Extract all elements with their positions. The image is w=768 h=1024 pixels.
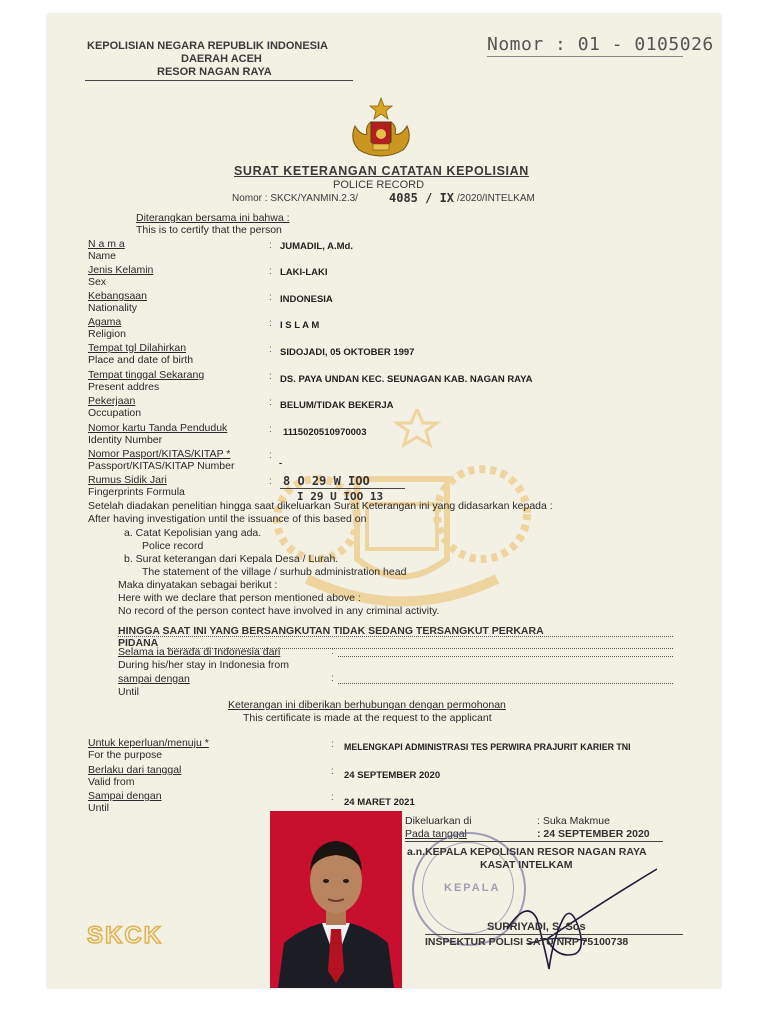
field-religion xyxy=(88,316,126,340)
field-valid-from-label-en: Valid from xyxy=(88,776,135,788)
field-nationality-value: INDONESIA xyxy=(280,294,333,305)
dotted-line xyxy=(338,656,673,657)
request-en: This certificate is made at the request to the applicant xyxy=(243,712,492,724)
field-address-label-en: Present addres xyxy=(88,381,160,393)
header-underline xyxy=(85,80,353,81)
issued-at-label: Dikeluarkan di xyxy=(405,815,472,827)
dotted-line xyxy=(118,636,673,637)
document-title: SURAT KETERANGAN CATATAN KEPOLISIAN xyxy=(234,164,529,178)
investigation-id: Setelah diadakan penelitian hingga saat dikeluarkan Surat Keterangan ini yang didasarkan kepada : xyxy=(88,500,553,512)
fingerprint-formula-line1: 8 O 29 W IOO xyxy=(283,474,370,488)
basis-a-en: Police record xyxy=(142,540,204,552)
field-religion-label: Agama xyxy=(88,316,122,328)
intro-id: Diterangkan bersama ini bahwa : xyxy=(136,212,290,224)
field-occupation xyxy=(88,395,141,419)
fingerprint-formula-line2: I 29 U IOO 13 xyxy=(297,490,384,503)
basis-a-id: a. Catat Kepolisian yang ada. xyxy=(124,527,262,539)
signer-name: SUPRIYADI, S. Sos xyxy=(487,921,586,933)
field-occupation-label-en: Occupation xyxy=(88,407,142,419)
statement-line1: HINGGA SAAT INI YANG BERSANGKUTAN TIDAK SEDANG TERSANGKUT PERKARA xyxy=(118,625,544,637)
field-sex xyxy=(88,264,153,288)
request-id: Keterangan ini diberikan berhubungan dengan permohonan xyxy=(228,699,506,711)
police-emblem-icon xyxy=(345,96,417,158)
colon: : xyxy=(269,424,272,435)
record-number-prefix: Nomor : SKCK/YANMIN.2.3/ xyxy=(232,193,358,204)
field-valid-from-value: 24 SEPTEMBER 2020 xyxy=(344,770,441,781)
field-passport-label: Nomor Pasport/KITAS/KITAP * xyxy=(88,448,231,460)
issued-date-value: : 24 SEPTEMBER 2020 xyxy=(537,828,650,840)
document-page xyxy=(47,14,721,988)
document-number-underline xyxy=(487,56,683,57)
dotted-line xyxy=(338,683,673,684)
header-line3: RESOR NAGAN RAYA xyxy=(157,66,272,78)
signatory-unit: KASAT INTELKAM xyxy=(480,859,573,871)
colon: : xyxy=(331,792,334,803)
header-line1: KEPOLISIAN NEGARA REPUBLIK INDONESIA xyxy=(87,40,329,52)
field-nationality-label: Kebangsaan xyxy=(88,290,147,302)
colon: : xyxy=(331,646,334,657)
colon: : xyxy=(269,450,272,461)
field-occupation-value: BELUM/TIDAK BEKERJA xyxy=(280,400,394,411)
colon: : xyxy=(269,344,272,355)
field-address-label: Tempat tinggal Sekarang xyxy=(88,369,205,381)
field-birth-value: SIDOJADI, 05 OKTOBER 1997 xyxy=(280,347,415,358)
applicant-photo xyxy=(270,811,402,988)
field-fingerprint xyxy=(88,474,185,498)
colon: : xyxy=(331,766,334,777)
field-sex-label: Jenis Kelamin xyxy=(88,264,154,276)
colon: : xyxy=(269,371,272,382)
stay-id: Selama ia berada di Indonesia dari xyxy=(118,646,281,658)
issued-date-label: Pada tanggal xyxy=(405,828,467,840)
field-valid-until-label-en: Until xyxy=(88,802,110,814)
field-name-label-en: Name xyxy=(88,250,117,262)
field-nationality-label-en: Nationality xyxy=(88,302,138,314)
investigation-en: After having investigation until the issuance of this based on xyxy=(88,513,367,525)
fingerprint-divider xyxy=(280,488,405,489)
field-passport xyxy=(88,448,234,472)
signature-icon xyxy=(467,859,657,974)
colon: : xyxy=(269,240,272,251)
field-address-value: DS. PAYA UNDAN KEC. SEUNAGAN KAB. NAGAN RAYA xyxy=(280,374,533,385)
stamp-text: KEPALA xyxy=(444,882,501,894)
record-number-suffix: /2020/INTELKAM xyxy=(457,193,535,204)
field-birth-label: Tempat tgl Dilahirkan xyxy=(88,342,187,354)
until-id: sampai dengan xyxy=(118,673,190,685)
no-record-statement: No record of the person contect have involved in any criminal activity. xyxy=(118,605,440,617)
colon: : xyxy=(331,673,334,684)
declare-en: Here with we declare that person mentioned above : xyxy=(118,592,361,604)
signer-divider xyxy=(425,934,683,935)
colon: : xyxy=(269,318,272,329)
signatory-title: a.n.KEPALA KEPOLISIAN RESOR NAGAN RAYA xyxy=(407,846,647,858)
field-name-value: JUMADIL, A.Md. xyxy=(280,241,354,252)
field-valid-from-label: Berlaku dari tanggal xyxy=(88,764,182,776)
colon: : xyxy=(269,397,272,408)
until-en: Until xyxy=(118,686,140,698)
signer-rank: INSPEKTUR POLISI SATU NRP 75100738 xyxy=(425,936,629,948)
field-address xyxy=(88,369,204,393)
field-nationality xyxy=(88,290,147,314)
document-number: Nomor : 01 - 0105026 xyxy=(487,34,714,55)
field-purpose-value: MELENGKAPI ADMINISTRASI TES PERWIRA PRAJURIT KARIER TNI xyxy=(344,742,631,752)
colon: : xyxy=(269,476,272,487)
field-religion-value: I S L A M xyxy=(280,320,320,331)
field-name-label: N a m a xyxy=(88,238,125,250)
field-sex-value: LAKI-LAKI xyxy=(280,267,328,278)
stay-en: During his/her stay in Indonesia from xyxy=(118,659,289,671)
field-id-number-label-en: Identity Number xyxy=(88,434,163,446)
field-birth xyxy=(88,342,193,366)
field-purpose xyxy=(88,737,209,761)
field-fingerprint-label: Rumus Sidik Jari xyxy=(88,474,167,486)
field-passport-value: - xyxy=(279,458,283,469)
field-sex-label-en: Sex xyxy=(88,276,107,288)
field-passport-label-en: Passport/KITAS/KITAP Number xyxy=(88,460,235,472)
field-fingerprint-label-en: Fingerprints Formula xyxy=(88,486,185,498)
field-valid-until xyxy=(88,790,162,814)
document-subtitle: POLICE RECORD xyxy=(333,179,425,191)
declare-id: Maka dinyatakan sebagai berikut : xyxy=(118,579,278,591)
colon: : xyxy=(269,292,272,303)
field-id-number-label: Nomor kartu Tanda Penduduk xyxy=(88,422,228,434)
field-birth-label-en: Place and date of birth xyxy=(88,354,194,366)
field-purpose-label: Untuk keperluan/menuju * xyxy=(88,737,209,749)
field-valid-until-label: Sampai dengan xyxy=(88,790,162,802)
field-id-number xyxy=(88,422,227,446)
field-purpose-label-en: For the purpose xyxy=(88,749,163,761)
colon: : xyxy=(331,739,334,750)
colon: : xyxy=(269,266,272,277)
statement-line2: PIDANA xyxy=(118,637,159,649)
field-occupation-label: Pekerjaan xyxy=(88,395,136,407)
field-valid-from xyxy=(88,764,181,788)
header-line2: DAERAH ACEH xyxy=(181,53,262,65)
field-valid-until-value: 24 MARET 2021 xyxy=(344,797,415,808)
field-id-number-value: 1115020510970003 xyxy=(283,427,367,438)
field-name xyxy=(88,238,125,262)
intro-en: This is to certify that the person xyxy=(136,224,282,236)
basis-b-id: b. Surat keterangan dari Kepala Desa / Lurah. xyxy=(124,553,339,565)
basis-b-en: The statement of the village / surhub administration head xyxy=(142,566,407,578)
field-religion-label-en: Religion xyxy=(88,328,126,340)
issued-at-value: : Suka Makmue xyxy=(537,815,610,827)
skck-watermark: SKCK xyxy=(87,922,164,949)
record-number-handwritten: 4085 / IX xyxy=(389,191,455,205)
